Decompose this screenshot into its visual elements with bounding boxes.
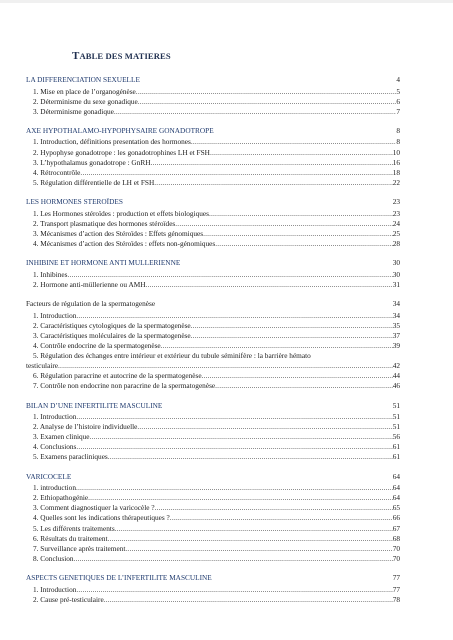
toc-entry[interactable] (26, 137, 400, 147)
dot-leader (136, 87, 397, 96)
toc-entry[interactable] (26, 595, 400, 605)
section-page-number: 8 (396, 125, 400, 135)
toc-section-steroides (26, 197, 400, 249)
section-heading[interactable] (26, 401, 400, 413)
toc-entry-text: 3. Mécanismes d’action des Stéroïdes : Effets génomiques (33, 228, 204, 238)
toc-entry[interactable] (26, 585, 400, 595)
section-page-number: 30 (392, 258, 400, 268)
toc-entry[interactable] (26, 534, 400, 544)
dot-leader (145, 280, 392, 289)
toc-entry-page-number: 66 (392, 513, 400, 523)
toc-entry-continuation[interactable] (26, 361, 400, 371)
dot-leader (76, 412, 392, 421)
toc-entry-text: 2. Transport plasmatique des hormones stéroïdes (33, 218, 176, 228)
toc-entry-text: 1. Inhibines (33, 269, 68, 279)
toc-entry-page-number: 37 (392, 330, 400, 340)
section-page-number: 4 (396, 75, 400, 84)
toc-entry-text: 4. Quelles sont les indications thérapeutiques ? (33, 513, 170, 523)
section-page-number: 34 (392, 299, 400, 309)
toc-entry-text: 1. Mise en place de l’organogénèse (33, 86, 136, 96)
page-top-edge (0, 0, 453, 3)
toc-entry-page-number: 67 (392, 523, 400, 533)
toc-entry[interactable] (26, 321, 400, 331)
toc-entry-text: 4. Mécanismes d’action des Stéroïdes : effets non-génomiques (33, 238, 216, 248)
dot-leader (203, 229, 393, 238)
toc-entry-text: 5. Régulation des échanges entre intérieur et extérieur du tubule séminifère : la barrière hémato (33, 350, 311, 360)
section-heading[interactable] (26, 126, 400, 138)
toc-entry-page-number: 51 (392, 422, 400, 432)
toc-entry-page-number: 78 (392, 594, 400, 604)
title-initial: T (72, 50, 80, 62)
section-heading-text: AXE HYPOTHALAMO-HYPOPHYSAIRE GONADOTROPE (26, 125, 214, 135)
toc-entry-text: 2. Cause pré-testiculaire (33, 594, 104, 604)
dot-leader (104, 595, 393, 604)
toc-entry[interactable] (26, 432, 400, 442)
section-heading-text: INHIBINE ET HORMONE ANTI MULLERIENNE (26, 258, 181, 268)
dot-leader (210, 148, 393, 157)
section-page-number: 64 (392, 471, 400, 481)
section-page-number: 51 (392, 400, 400, 410)
toc-entry-text: 1. Les Hormones stéroïdes : production et effets biologiques (33, 208, 209, 218)
toc-entry-text: 1. Introduction (33, 584, 77, 594)
section-heading-text: LES HORMONES STEROÏDES (26, 197, 123, 207)
toc-section-genetiques (26, 573, 400, 605)
toc-entry-page-number: 22 (392, 177, 400, 187)
section-heading-text: LA DIFFERENCIATION SEXUELLE (26, 75, 140, 84)
toc-entry[interactable] (26, 442, 400, 452)
toc-entry[interactable] (26, 158, 400, 168)
toc-entry-text: 2. Ethiopathogénie (33, 493, 89, 503)
toc-entry-text: 5. Les différents traitements (33, 523, 115, 533)
toc-entry-page-number: 42 (392, 361, 400, 371)
toc-entry-text: 4. Contrôle endocrine de la spermatogenèse (33, 340, 161, 350)
dot-leader (58, 361, 393, 370)
toc-entry[interactable] (26, 503, 400, 513)
toc-entry[interactable] (26, 229, 400, 239)
dot-leader (155, 503, 393, 512)
toc-entry-text: 1. introduction (33, 483, 76, 493)
dot-leader (76, 483, 393, 492)
toc-entry[interactable] (26, 341, 400, 351)
toc-entry[interactable] (26, 311, 400, 321)
toc-entry-text: 3. Caractéristiques moléculaires de la spermatogenèse (33, 330, 191, 340)
toc-entry-text: 7. Contrôle non endocrine non paracrine de la spermatogenèse (33, 381, 216, 391)
dot-leader (215, 381, 393, 390)
toc-entry[interactable] (26, 483, 400, 493)
toc-entry-page-number: 35 (392, 320, 400, 330)
section-heading-text: BILAN D’UNE INFERTILITE MASCULINE (26, 400, 163, 410)
toc-entry[interactable] (26, 493, 400, 503)
toc-entry-text: 3. L’hypothalamus gonadotrope : GnRH (33, 157, 151, 167)
section-heading-text: VARICOCELE (26, 471, 72, 481)
toc-section-facteurs (26, 299, 400, 391)
dot-leader (137, 422, 392, 431)
toc-entry[interactable] (26, 331, 400, 341)
dot-leader (161, 341, 393, 350)
dot-leader (90, 432, 393, 441)
toc-entry-page-number: 70 (392, 553, 400, 563)
toc-entry-page-number: 5 (396, 86, 400, 96)
toc-entry-text: 5. Régulation différentielle de LH et FSH (33, 177, 155, 187)
section-heading[interactable] (26, 472, 400, 484)
dot-leader (88, 493, 393, 502)
toc-entry-page-number: 64 (392, 493, 400, 503)
toc-entry-page-number: 70 (392, 543, 400, 553)
toc-entry[interactable] (26, 219, 400, 229)
toc-entry-text: 7. Surveillance après traitement (33, 543, 126, 553)
dot-leader (150, 158, 392, 167)
toc-section-varicocele (26, 472, 400, 564)
toc-entry-page-number: 64 (392, 483, 400, 493)
toc-entry-text: 1. Introduction, définitions presentation des hormones (33, 137, 191, 147)
toc-entry-text: 2. Analyse de l’histoire individuelle (33, 422, 138, 432)
dot-leader (108, 534, 393, 543)
dot-leader (74, 554, 393, 563)
toc-entry-text: 8. Conclusion (33, 553, 74, 563)
dot-leader (76, 311, 392, 320)
toc-entry[interactable] (26, 148, 400, 158)
toc-entry-continuation-text: testiculaire (26, 361, 59, 371)
toc-entry[interactable] (26, 524, 400, 534)
dot-leader (175, 219, 392, 228)
toc-entry-text: 2. Déterminisme du sexe gonadique (33, 96, 138, 106)
toc-entry-text: 1. Introduction (33, 412, 77, 421)
toc-entry[interactable] (26, 554, 400, 564)
toc-entry-page-number: 6 (396, 96, 400, 106)
table-of-contents (26, 75, 400, 614)
toc-entry[interactable] (26, 97, 400, 107)
toc-entry-text: 2. Caractéristiques cytologiques de la spermatogenèse (33, 320, 191, 330)
dot-leader (115, 524, 393, 533)
toc-entry-page-number: 56 (392, 432, 400, 442)
toc-entry-page-number: 77 (392, 584, 400, 594)
toc-section-bilan (26, 401, 400, 463)
section-heading-text: Facteurs de régulation de la spermatogenèse (26, 299, 156, 309)
toc-section-inhibine (26, 258, 400, 290)
toc-entry[interactable] (26, 107, 400, 117)
toc-entry-page-number: 28 (392, 238, 400, 248)
toc-entry-page-number: 65 (392, 503, 400, 513)
dot-leader (209, 209, 393, 218)
toc-entry[interactable] (26, 371, 400, 381)
dot-leader (170, 513, 393, 522)
toc-entry-page-number: 7 (396, 106, 400, 116)
toc-entry-text: 4. Conclusions (33, 442, 77, 452)
toc-entry-text: 4. Rétrocontrôle (33, 167, 81, 177)
dot-leader (191, 137, 396, 146)
toc-entry[interactable] (26, 168, 400, 178)
section-heading[interactable] (26, 258, 400, 270)
toc-entry[interactable] (26, 381, 400, 391)
toc-entry-page-number: 16 (392, 157, 400, 167)
toc-section-diff (26, 75, 400, 117)
toc-entry-page-number: 31 (392, 279, 400, 289)
toc-section-axe (26, 126, 400, 188)
toc-entry-page-number: 46 (392, 381, 400, 391)
section-heading[interactable] (26, 573, 400, 585)
dot-leader (154, 178, 392, 187)
toc-entry-text: 5. Examens paracliniques (33, 452, 108, 462)
toc-entry[interactable] (26, 87, 400, 97)
toc-entry-text: 2. Hypophyse gonadotrope : les gonadotrophines LH et FSH (33, 147, 210, 157)
toc-entry-page-number: 39 (392, 340, 400, 350)
toc-entry-page-number: 68 (392, 533, 400, 543)
toc-entry[interactable] (26, 544, 400, 554)
section-heading[interactable] (26, 299, 400, 311)
toc-entry-page-number: 61 (392, 452, 400, 462)
dot-leader (138, 97, 397, 106)
toc-entry-page-number: 61 (392, 442, 400, 452)
toc-entry-page-number: 10 (392, 147, 400, 157)
page-title (72, 50, 171, 62)
title-rest: ABLE DES MATIERES (79, 51, 171, 61)
toc-entry[interactable] (26, 280, 400, 290)
toc-entry-page-number: 25 (392, 228, 400, 238)
dot-leader (108, 452, 393, 461)
dot-leader (191, 331, 393, 340)
dot-leader (125, 544, 392, 553)
dot-leader (67, 270, 392, 279)
toc-entry[interactable] (26, 452, 400, 462)
dot-leader (76, 585, 392, 594)
toc-entry-text: 1. Introduction (33, 310, 77, 320)
toc-entry-page-number: 18 (392, 167, 400, 177)
toc-entry-page-number: 34 (392, 310, 400, 320)
section-heading[interactable] (26, 75, 400, 87)
toc-entry[interactable] (26, 412, 400, 422)
toc-entry-text: 6. Résultats du traitement (33, 533, 108, 543)
toc-entry-page-number: 24 (392, 218, 400, 228)
dot-leader (215, 239, 392, 248)
dot-leader (76, 442, 392, 451)
dot-leader (191, 321, 393, 330)
toc-entry-text: 3. Comment diagnostiquer la varicocèle ? (33, 503, 155, 513)
toc-entry[interactable] (26, 178, 400, 188)
toc-entry[interactable] (26, 422, 400, 432)
toc-entry-page-number: 44 (392, 371, 400, 381)
toc-entry-text: 2. Hormone anti-müllerienne ou AMH (33, 279, 146, 289)
toc-entry[interactable] (26, 351, 400, 361)
dot-leader (202, 371, 393, 380)
toc-entry-page-number: 51 (392, 412, 400, 421)
toc-entry-page-number: 30 (392, 269, 400, 279)
dot-leader (80, 168, 392, 177)
section-heading[interactable] (26, 197, 400, 209)
toc-entry-text: 3. Déterminisme gonadique (33, 106, 114, 116)
toc-entry-page-number: 23 (392, 208, 400, 218)
toc-entry[interactable] (26, 239, 400, 249)
toc-entry[interactable] (26, 209, 400, 219)
section-page-number: 77 (392, 573, 400, 583)
section-page-number: 23 (392, 197, 400, 207)
toc-entry-text: 6. Régulation paracrine et autocrine de la spermatogenèse (33, 371, 202, 381)
toc-entry-text: 3. Examen clinique (33, 432, 90, 442)
toc-entry[interactable] (26, 513, 400, 523)
dot-leader (114, 107, 396, 116)
toc-entry[interactable] (26, 270, 400, 280)
section-heading-text: ASPECTS GENETIQUES DE L’INFERTILITE MASCULINE (26, 573, 212, 583)
toc-entry-page-number: 8 (396, 137, 400, 147)
